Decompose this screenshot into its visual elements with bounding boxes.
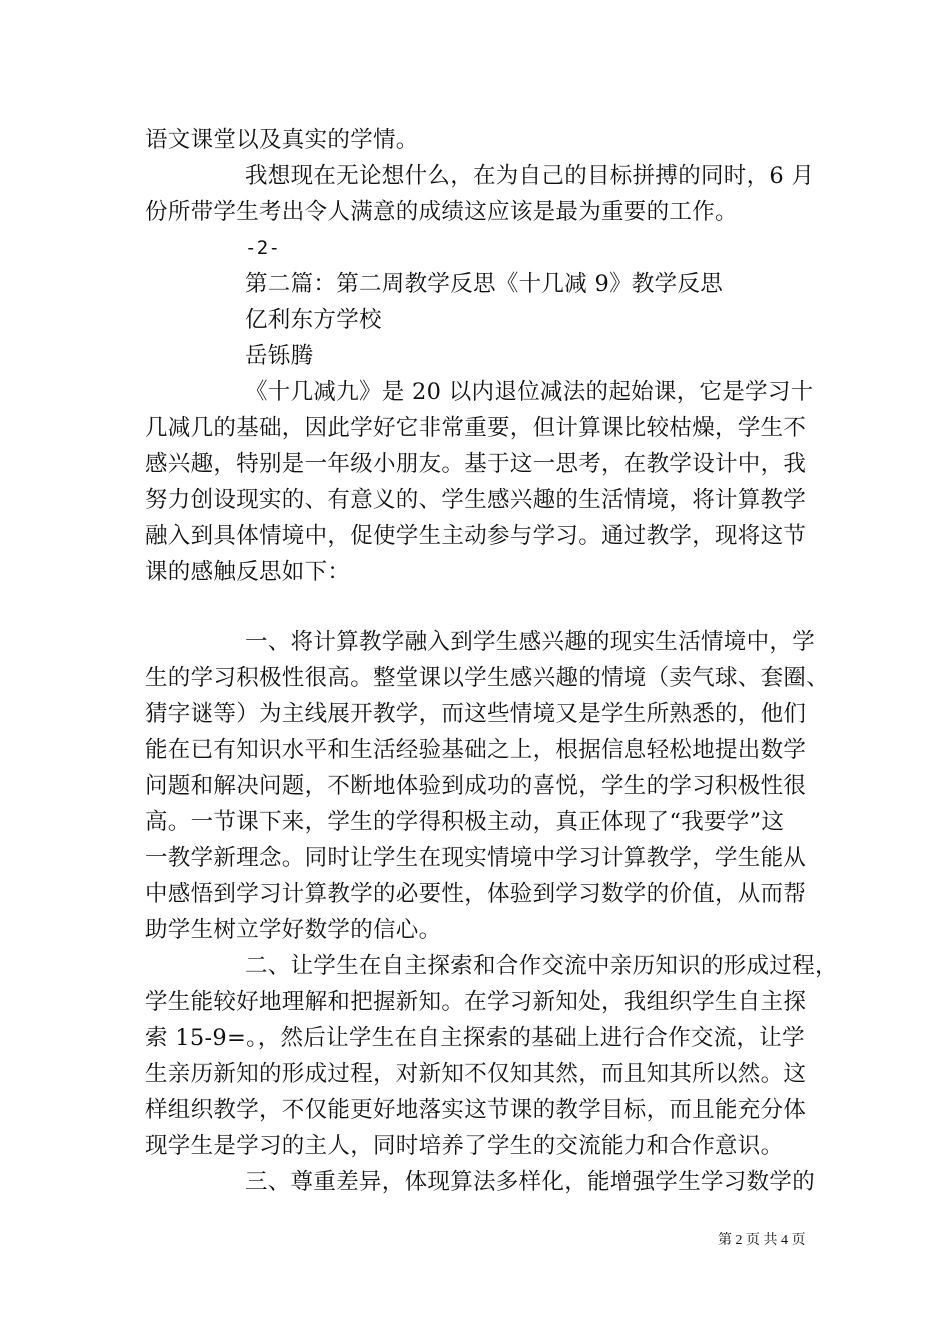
text-line: 语文课堂以及真实的学情。	[145, 127, 419, 153]
text-line: 《十几减九》是 20 以内退位减法的起始课，它是学习十	[245, 379, 814, 405]
text-line: 一、将计算教学融入到学生感兴趣的现实生活情境中，学	[245, 629, 816, 655]
text-line: 融入到具体情境中，促使学生主动参与学习。通过教学，现将这节	[145, 523, 807, 549]
text-line: 样组织教学，不仅能更好地落实这节课的教学目标，而且能充分体	[145, 1097, 807, 1123]
text-line: 中感悟到学习计算教学的必要性，体验到学习数学的价值，从而帮	[145, 881, 807, 907]
text-line: 现学生是学习的主人，同时培养了学生的交流能力和合作意识。	[145, 1133, 784, 1159]
text-line: 能在已有知识水平和生活经验基础之上，根据信息轻松地提出数学	[145, 737, 807, 763]
text-line: 生的学习积极性很高。整堂课以学生感兴趣的情境（卖气球、套圈、	[145, 665, 830, 691]
text-line: 助学生树立学好数学的信心。	[145, 917, 442, 943]
text-line: 索 15-9=。，然后让学生在自主探索的基础上进行合作交流，让学	[145, 1025, 805, 1051]
text-line: 感兴趣，特别是一年级小朋友。基于这一思考，在教学设计中，我	[145, 451, 807, 477]
text-line: 高。一节课下来，学生的学得积极主动，真正体现了“我要学”这	[145, 809, 785, 835]
author-name: 岳铄腾	[245, 343, 314, 369]
text-line: 几减几的基础，因此学好它非常重要，但计算课比较枯燥，学生不	[145, 415, 807, 441]
text-line: 份所带学生考出令人满意的成绩这应该是最为重要的工作。	[145, 199, 738, 225]
school-name: 亿利东方学校	[245, 307, 382, 333]
text-line: 问题和解决问题，不断地体验到成功的喜悦，学生的学习积极性很	[145, 773, 807, 799]
page-number-marker: -2-	[245, 237, 281, 259]
text-line: 二、让学生在自主探索和合作交流中亲历知识的形成过程，	[245, 953, 838, 979]
section-title: 第二篇：第二周教学反思《十几减 9》教学反思	[245, 271, 724, 297]
text-line: 课的感触反思如下：	[145, 559, 351, 585]
text-line: 猜字谜等）为主线展开教学，而这些情境又是学生所熟悉的，他们	[145, 701, 807, 727]
text-line: 生亲历新知的形成过程，对新知不仅知其然，而且知其所以然。这	[145, 1061, 807, 1087]
text-line: 我想现在无论想什么，在为自己的目标拼搏的同时，6 月	[245, 163, 815, 189]
text-line: 三、尊重差异，体现算法多样化，能增强学生学习数学的	[245, 1169, 816, 1195]
text-line: 学生能较好地理解和把握新知。在学习新知处，我组织学生自主探	[145, 989, 807, 1015]
text-line: 努力创设现实的、有意义的、学生感兴趣的生活情境，将计算教学	[145, 487, 807, 513]
text-line: 一教学新理念。同时让学生在现实情境中学习计算教学，学生能从	[145, 845, 807, 871]
page-footer: 第 2 页 共 4 页	[718, 1233, 806, 1248]
